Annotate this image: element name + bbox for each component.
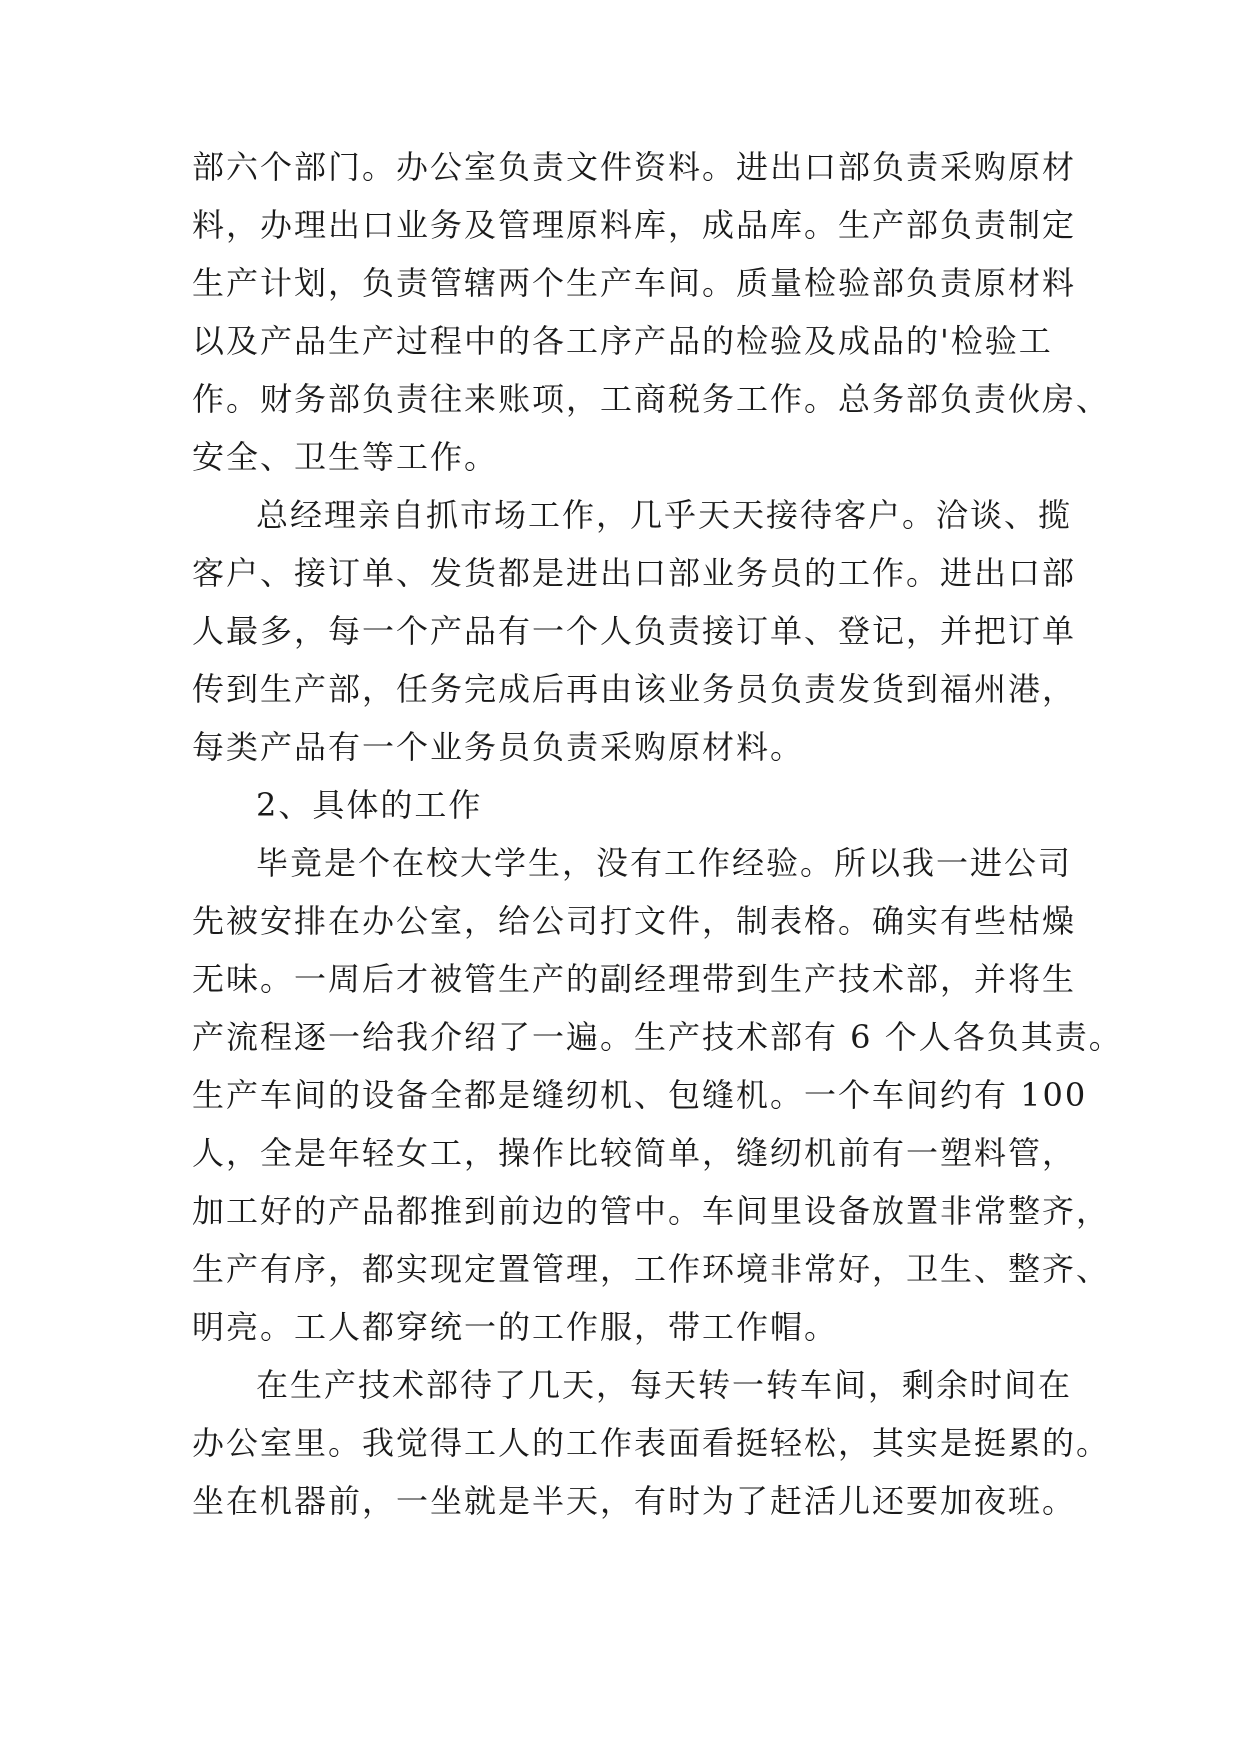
text-line: 产流程逐一给我介绍了一遍。生产技术部有 6 个人各负其责。	[192, 1018, 1123, 1056]
paragraph-first-line: 毕竟是个在校大学生，没有工作经验。所以我一进公司	[256, 844, 1073, 882]
text-line: 坐在机器前，一坐就是半天，有时为了赶活儿还要加夜班。	[192, 1482, 1077, 1520]
text-line: 传到生产部，任务完成后再由该业务员负责发货到福州港，	[192, 670, 1077, 708]
text-line: 客户、接订单、发货都是进出口部业务员的工作。进出口部	[192, 554, 1077, 592]
text-line: 生产有序，都实现定置管理，工作环境非常好，卫生、整齐、	[192, 1250, 1111, 1288]
text-line: 部六个部门。办公室负责文件资料。进出口部负责采购原材	[192, 148, 1077, 186]
paragraph-first-line: 总经理亲自抓市场工作，几乎天天接待客户。洽谈、揽	[256, 496, 1073, 534]
text-line: 料，办理出口业务及管理原料库，成品库。生产部负责制定	[192, 206, 1077, 244]
body-text	[192, 138, 1123, 1530]
text-line: 办公室里。我觉得工人的工作表面看挺轻松，其实是挺累的。	[192, 1424, 1111, 1462]
text-line: 先被安排在办公室，给公司打文件，制表格。确实有些枯燥	[192, 902, 1077, 940]
text-line: 以及产品生产过程中的各工序产品的检验及成品的'检验工	[192, 322, 1053, 360]
text-line: 生产车间的设备全都是缝纫机、包缝机。一个车间约有 100	[192, 1076, 1088, 1114]
text-line: 每类产品有一个业务员负责采购原材料。	[192, 728, 805, 766]
text-line: 明亮。工人都穿统一的工作服，带工作帽。	[192, 1308, 839, 1346]
text-line: 人，全是年轻女工，操作比较简单，缝纫机前有一塑料管，	[192, 1134, 1077, 1172]
text-line: 作。财务部负责往来账项，工商税务工作。总务部负责伙房、	[192, 380, 1111, 418]
text-line: 安全、卫生等工作。	[192, 438, 499, 476]
text-line: 无味。一周后才被管生产的副经理带到生产技术部，并将生	[192, 960, 1077, 998]
section-heading: 2、具体的工作	[256, 786, 483, 824]
text-line: 人最多，每一个产品有一个人负责接订单、登记，并把订单	[192, 612, 1077, 650]
paragraph-first-line: 在生产技术部待了几天，每天转一转车间，剩余时间在	[256, 1366, 1073, 1404]
text-line: 生产计划，负责管辖两个生产车间。质量检验部负责原材料	[192, 264, 1077, 302]
text-line: 加工好的产品都推到前边的管中。车间里设备放置非常整齐，	[192, 1192, 1111, 1230]
